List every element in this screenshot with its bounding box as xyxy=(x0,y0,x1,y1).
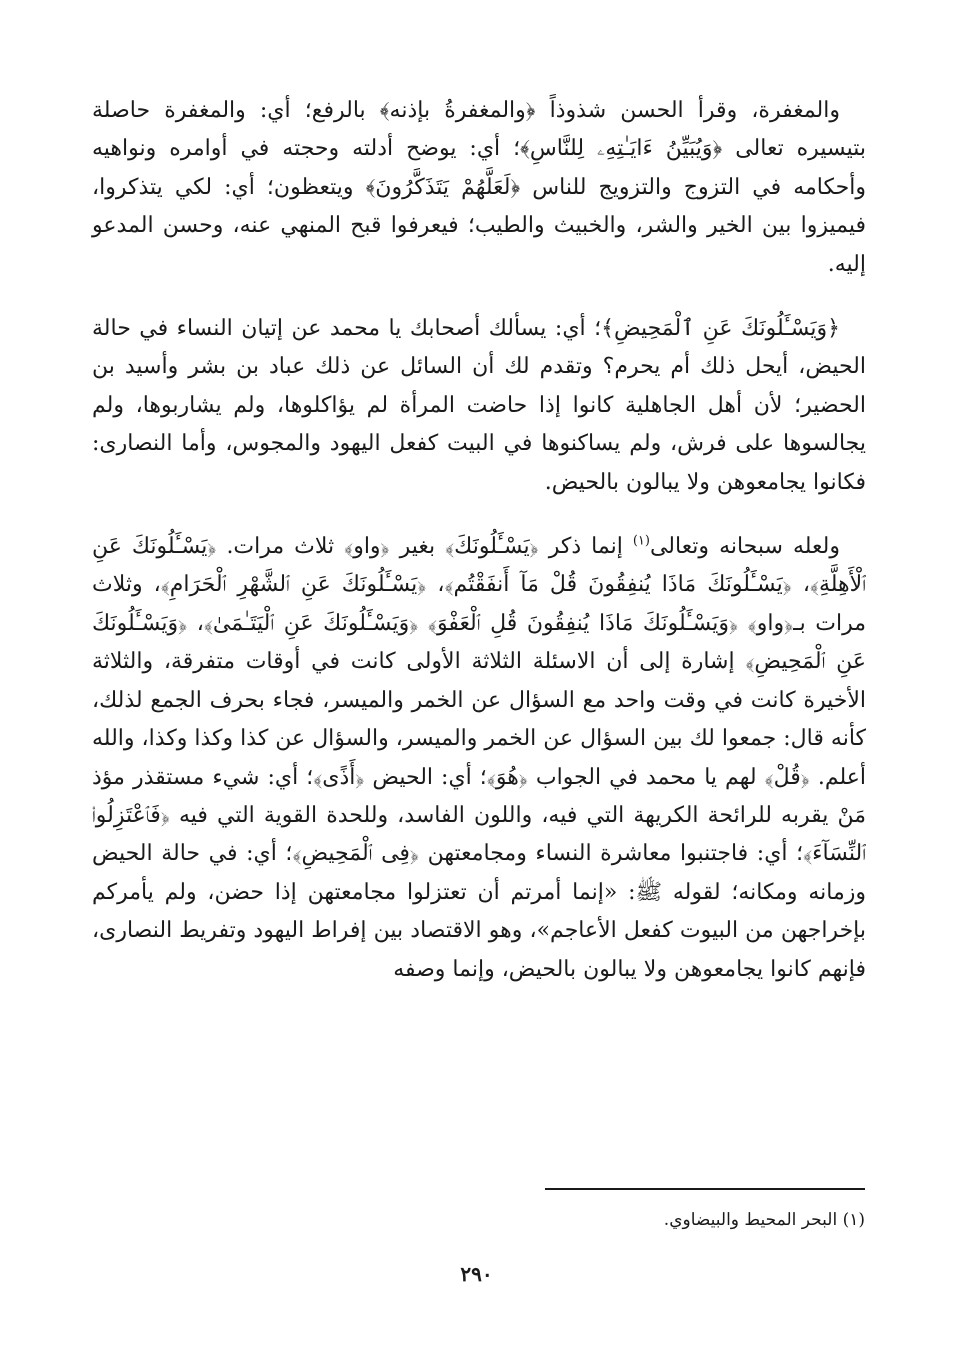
paragraph-3-text-rest: إنما ذكر ﴿يَسْـَٔلُونَكَ﴾ بغير ﴿واو﴾ ثلاث مرات. ﴿يَسْـَٔلُونَكَ عَنِ ٱلْأَهِلَّةِ﴾، ﴿يَسْـَٔلُونَكَ مَاذَا يُنفِقُونَ قُلْ مَآ أَنفَقْتُم﴾، ﴿يَسْـَٔلُونَكَ عَنِ ٱلشَّهْرِ ٱلْحَرَامِ﴾، وثلاث مرات بـ﴿واو﴾ ﴿وَيَسْـَٔلُونَكَ مَاذَا يُنفِقُونَ قُلِ ٱلْعَفْوَ﴾ ﴿وَيَسْـَٔلُونَكَ عَنِ ٱلْيَتَـٰمَىٰ﴾، ﴿وَيَسْـَٔلُونَكَ عَنِ ٱلْمَحِيضِ﴾ إشارة إلى أن الاسئلة الثلاثة الأولى كانت في أوقات متفرقة، والثلاثة الأخيرة كانت في وقت واحد مع السؤال عن الخمر والميسر، فجاء بحرف الجمع لذلك، كأنه قال: جمعوا لك بين السؤال عن الخمر والميسر، والسؤال عن كذا وكذا وكذا، والله أعلم. ﴿قُلْ﴾ لهم يا محمد في الجواب ﴿هُوَ﴾؛ أي: الحيض ﴿أَذًى﴾؛ أي: شيء مستقذر مؤذ مَنْ يقربه للرائحة الكريهة التي فيه، واللون الفاسد، وللحدة القوية التي فيه ﴿فَٱعْتَزِلُوا۟ ٱلنِّسَآءَ﴾؛ أي: فاجتنبوا معاشرة النساء ومجامعتهن ﴿فِى ٱلْمَحِيضِ﴾؛ أي: في حالة الحيض وزمانه ومكانه؛ لقوله ﷺ: «إنما أمرتم أن تعتزلوا مجامعتهن إذا حضن، ولم يأمركم بإخراجهن من البيوت كفعل الأعاجم»، وهو الاقتصاد بين إفراط اليهود وتفريط النصارى، فإنهم كانوا يجامعوهن ولا يبالون بالحيض، وإنما وصفه xyxy=(92,534,866,982)
paragraph-2 xyxy=(92,310,866,502)
paragraph-1 xyxy=(92,92,866,284)
paragraph-1-text: والمغفرة، وقرأ الحسن شذوذاً ﴿والمغفرةُ بإذنه﴾ بالرفع؛ أي: والمغفرة حاصلة بتيسيره تعالى ﴿وَيُبَيِّنُ ءَايَـٰتِهِۦ لِلنَّاسِ﴾؛ أي: يوضح أدلته وحجته في أوامره ونواهيه وأحكامه في التزوج والتزويج للناس ﴿لَعَلَّهُمْ يَتَذَكَّرُونَ﴾ ويتعظون؛ أي: لكي يتذكروا، فيميزوا بين الخير والشر، والخبيث والطيب؛ فيعرفوا قبح المنهي عنه، وحسن المدعو إليه. xyxy=(92,98,866,277)
paragraph-3 xyxy=(92,528,866,989)
page-number: ٢٩٠ xyxy=(460,1262,493,1286)
footnote: (١) البحر المحيط والبيضاوي. xyxy=(663,1210,865,1230)
paragraph-3-text-start: ولعله سبحانه وتعالى xyxy=(649,534,840,560)
paragraph-2-text: ﴿وَيَسْـَٔلُونَكَ عَنِ ٱلْمَحِيضِ﴾؛ أي: يسألك أصحابك يا محمد عن إتيان النساء في حالة الحيض، أيحل ذلك أم يحرم؟ وتقدم لك أن السائل عن ذلك عباد بن بشر وأسيد بن الحضير؛ لأن أهل الجاهلية كانوا إذا حاضت المرأة لم يؤاكلوها، ولم يشاربوها، ولم يجالسوها على فرش، ولم يساكنوها في البيت كفعل اليهود والمجوس، وأما النصارى: فكانوا يجامعوهن ولا يبالون بالحيض. xyxy=(92,316,866,495)
footnote-reference: (١) xyxy=(632,533,650,549)
page-body xyxy=(92,92,866,989)
footnote-divider xyxy=(545,1188,865,1190)
